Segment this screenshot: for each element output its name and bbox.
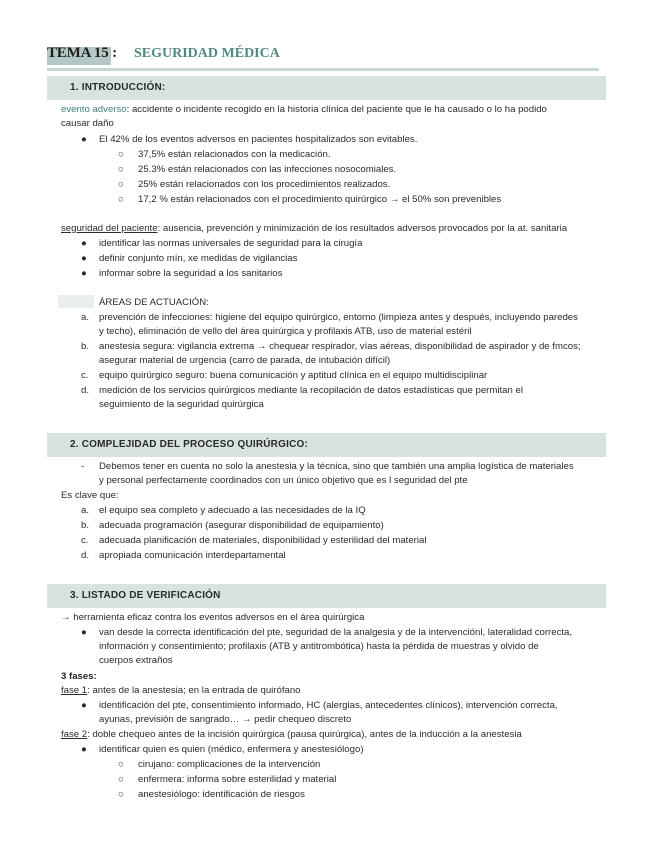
list-item: equipo quirúrgico seguro: buena comunicación y aptitud clínica en el equipo multidisciplinar: [99, 370, 488, 381]
list-letter: b.: [81, 341, 90, 352]
section-3-heading: [47, 584, 606, 608]
list-item: cirujano: complicaciones de la intervención: [138, 759, 321, 770]
section-3-title: 3. LISTADO DE VERIFICACIÓN: [70, 590, 221, 601]
list-item: 37,5% están relacionados con la medicación.: [138, 149, 331, 160]
list-letter: b.: [81, 520, 90, 531]
title-sub: SEGURIDAD MÉDICA: [134, 46, 280, 61]
list-item-cont: seguimiento de la seguridad quirúrgica: [99, 399, 264, 410]
list-item: enfermera: informa sobre esterilidad y material: [138, 774, 337, 785]
term-evento-adverso: evento adverso: [61, 104, 127, 115]
list-item: 25.3% están relacionados con las infecciones nosocomiales.: [138, 164, 397, 175]
page-title: [47, 45, 599, 69]
term-fase-1: fase 1: [61, 685, 88, 696]
list-item-cont: ayunas, previsión de sangrado… → pedir chequeo discreto: [99, 714, 352, 725]
list-item: 17,2 % están relacionados con el procedimiento quirúrgico → el 50% son prevenibles: [138, 194, 502, 205]
evento-adverso-line: [61, 103, 547, 116]
section-2-title: 2. COMPLEJIDAD DEL PROCESO QUIRÚRGICO:: [70, 439, 308, 450]
dash-bullet: -: [81, 461, 85, 472]
title-main: TEMA 15 :: [47, 45, 117, 61]
paragraph-cont: y personal perfectamente coordinados con un único objetivo que es l seguridad del pte: [99, 475, 468, 486]
list-item: informar sobre la seguridad a los sanitarios: [99, 268, 283, 279]
fases-label: 3 fases:: [61, 671, 97, 682]
list-item: anestesiólogo: identificación de riesgos: [138, 789, 305, 800]
bullet-dot: ●: [81, 238, 87, 249]
clave-label: Es clave que:: [61, 490, 119, 501]
list-item: definir conjunto mín, xe medidas de vigilancias: [99, 253, 298, 264]
circle-bullet: ○: [118, 774, 124, 785]
list-item-cont: cuerpos extraños: [99, 655, 173, 666]
list-item-cont: asegurar material de urgencia (carro de parada, de intubación difícil): [99, 355, 391, 366]
list-item-cont: y techo), eliminación de vello del área quirúrgica y profilaxis ATB, uso de material estéril: [99, 326, 472, 337]
list-item: identificar las normas universales de seguridad para la cirugía: [99, 238, 363, 249]
circle-bullet: ○: [118, 789, 124, 800]
list-item: identificación del pte, consentimiento informado, HC (alergias, antecedentes clínicos), intervención correcta,: [99, 700, 558, 711]
circle-bullet: ○: [118, 179, 124, 190]
list-item: adecuada programación (asegurar disponibilidad de equipamiento): [99, 520, 384, 531]
list-item: apropiada comunicación interdepartamental: [99, 550, 286, 561]
fase-2-desc: : doble chequeo antes de la incisión quirúrgica (pausa quirúrgica), antes de la inducción a la anestesia: [87, 729, 522, 740]
def-evento-adverso: : accidente o incidente recogido en la historia clínica del paciente que le ha causado o lo ha podido: [126, 104, 547, 115]
def-evento-adverso-cont: causar daño: [61, 118, 114, 129]
circle-bullet: ○: [118, 149, 124, 160]
section-2-heading: [47, 433, 606, 457]
list-item-cont: información y consentimiento; profilaxis (ATB y antitrombótica) hasta la pérdida de muestras y olvido de: [99, 641, 539, 652]
section-1-heading: [47, 76, 606, 100]
list-letter: c.: [81, 370, 89, 381]
list-item: 25% están relacionados con los procedimientos realizados.: [138, 179, 391, 190]
fase-1-desc: : antes de la anestesia; en la entrada de quirófano: [87, 685, 301, 696]
list-letter: a.: [81, 505, 90, 516]
circle-bullet: ○: [118, 759, 124, 770]
list-item: prevención de infecciones: higiene del equipo quirúrgico, entorno (limpieza antes y después, incluyendo paredes: [99, 312, 578, 323]
bullet-dot: ●: [81, 744, 87, 755]
list-item: identificar quien es quien (médico, enfermera y anestesiólogo): [99, 744, 364, 755]
list-item: adecuada planificación de materiales, disponibilidad y esterilidad del material: [99, 535, 427, 546]
intro-line: → herramienta eficaz contra los eventos adversos en el área quirúrgica: [61, 612, 365, 623]
bullet-dot: ●: [81, 134, 87, 145]
term-fase-2: fase 2: [61, 729, 88, 740]
areas-title: ÁREAS DE ACTUACIÓN:: [99, 297, 209, 308]
circle-bullet: ○: [118, 194, 124, 205]
list-letter: d.: [81, 385, 90, 396]
list-letter: a.: [81, 312, 90, 323]
seguridad-paciente-line: [61, 222, 567, 235]
fase-1-line: [61, 684, 301, 697]
bullet-dot: ●: [81, 268, 87, 279]
list-item: anestesia segura: vigilancia extrema → chequear respirador, vías aéreas, disponibilidad de aspirador y de fmcos;: [99, 341, 581, 352]
bullet-dot: ●: [81, 627, 87, 638]
list-item: El 42% de los eventos adversos en pacientes hospitalizados son evitables.: [99, 134, 418, 145]
def-seguridad-paciente: : ausencia, prevención y minimización de los resultados adversos provocados por la at. sanitaria: [157, 223, 568, 234]
section-1-title: 1. INTRODUCCIÓN:: [70, 82, 166, 93]
bullet-dot: ●: [81, 700, 87, 711]
list-item: el equipo sea completo y adecuado a las necesidades de la IQ: [99, 505, 366, 516]
paragraph: Debemos tener en cuenta no solo la anestesia y la técnica, sino que también una amplia logística de materiales: [99, 461, 574, 472]
list-letter: c.: [81, 535, 89, 546]
fase-2-line: [61, 728, 522, 741]
areas-highlight: [58, 295, 94, 308]
list-item: medición de los servicios quirúrgicos mediante la recopilación de datos estadísticas que permitan el: [99, 385, 523, 396]
title-rule: [47, 68, 599, 71]
list-item: van desde la correcta identificación del pte, seguridad de la analgesia y de la intervenciónl, lateralidad correcta,: [99, 627, 573, 638]
bullet-dot: ●: [81, 253, 87, 264]
term-seguridad-paciente: seguridad del paciente: [61, 223, 158, 234]
circle-bullet: ○: [118, 164, 124, 175]
list-letter: d.: [81, 550, 90, 561]
